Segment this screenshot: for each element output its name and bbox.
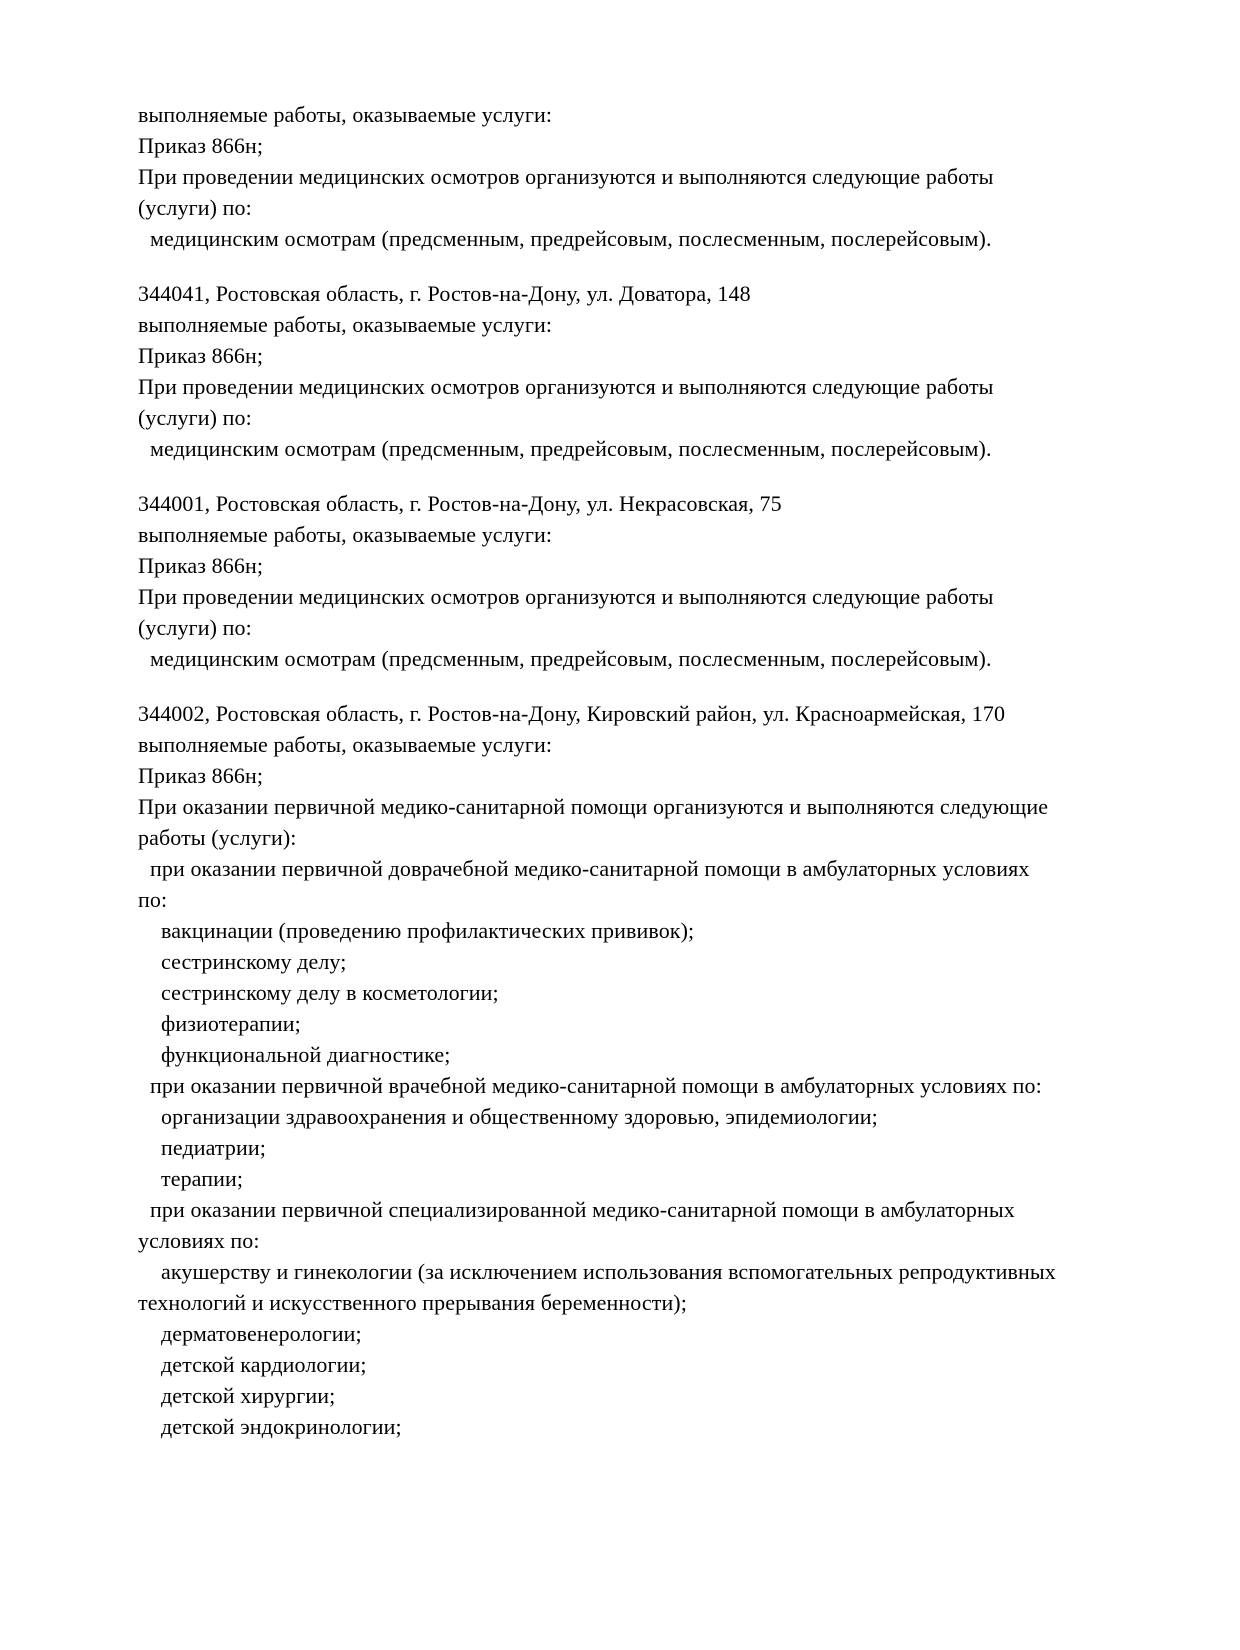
document-line: При оказании первичной медико-санитарной помощи организуются и выполняются следующие bbox=[138, 794, 1049, 819]
address-block-344001 bbox=[138, 488, 1120, 674]
document-line: условиях по: bbox=[138, 1228, 260, 1253]
document-line: Приказ 866н; bbox=[138, 343, 264, 368]
document-line: физиотерапии; bbox=[161, 1011, 301, 1036]
document-line: медицинским осмотрам (предсменным, предрейсовым, послесменным, послерейсовым). bbox=[150, 226, 992, 251]
document-line: организации здравоохранения и общественному здоровью, эпидемиологии; bbox=[161, 1104, 878, 1129]
document-line: Приказ 866н; bbox=[138, 553, 264, 578]
document-line: 344041, Ростовская область, г. Ростов-на-Дону, ул. Доватора, 148 bbox=[138, 281, 751, 306]
document-line: 344002, Ростовская область, г. Ростов-на-Дону, Кировский район, ул. Красноармейская, 170 bbox=[138, 701, 1006, 726]
document-line: терапии; bbox=[161, 1166, 244, 1191]
document-line: (услуги) по: bbox=[138, 405, 252, 430]
document-line: сестринскому делу в косметологии; bbox=[161, 980, 499, 1005]
address-block-344041 bbox=[138, 278, 1120, 464]
document-line: акушерству и гинекологии (за исключением использования вспомогательных репродуктивных bbox=[161, 1259, 1056, 1284]
document-line: Приказ 866н; bbox=[138, 133, 264, 158]
document-line: функциональной диагностике; bbox=[161, 1042, 451, 1067]
document-line: выполняемые работы, оказываемые услуги: bbox=[138, 732, 553, 757]
document-line: детской эндокринологии; bbox=[161, 1414, 402, 1439]
document-line: 344001, Ростовская область, г. Ростов-на-Дону, ул. Некрасовская, 75 bbox=[138, 491, 782, 516]
document-line: сестринскому делу; bbox=[161, 949, 347, 974]
document-line: детской хирургии; bbox=[161, 1383, 336, 1408]
document-line: при оказании первичной доврачебной медико-санитарной помощи в амбулаторных условиях bbox=[150, 856, 1030, 881]
document-line: выполняемые работы, оказываемые услуги: bbox=[138, 312, 553, 337]
document-line: педиатрии; bbox=[161, 1135, 266, 1160]
document-line: детской кардиологии; bbox=[161, 1352, 367, 1377]
document-line: (услуги) по: bbox=[138, 195, 252, 220]
document-line: вакцинации (проведению профилактических прививок); bbox=[161, 918, 695, 943]
services-block-continuation bbox=[138, 99, 1120, 254]
document-line: Приказ 866н; bbox=[138, 763, 264, 788]
document-line: технологий и искусственного прерывания беременности); bbox=[138, 1290, 687, 1315]
document-line: медицинским осмотрам (предсменным, предрейсовым, послесменным, послерейсовым). bbox=[150, 436, 992, 461]
document-line: При проведении медицинских осмотров организуются и выполняются следующие работы bbox=[138, 374, 994, 399]
address-block-344002 bbox=[138, 698, 1120, 1442]
document-line: выполняемые работы, оказываемые услуги: bbox=[138, 102, 553, 127]
document-line: (услуги) по: bbox=[138, 615, 252, 640]
document-line: медицинским осмотрам (предсменным, предрейсовым, послесменным, послерейсовым). bbox=[150, 646, 992, 671]
document-line: выполняемые работы, оказываемые услуги: bbox=[138, 522, 553, 547]
document-line: При проведении медицинских осмотров организуются и выполняются следующие работы bbox=[138, 164, 994, 189]
document-line: работы (услуги): bbox=[138, 825, 297, 850]
document-line: при оказании первичной специализированной медико-санитарной помощи в амбулаторных bbox=[150, 1197, 1015, 1222]
document-line: При проведении медицинских осмотров организуются и выполняются следующие работы bbox=[138, 584, 994, 609]
document-line: по: bbox=[138, 887, 168, 912]
document-text-body bbox=[138, 99, 1120, 1442]
document-line: при оказании первичной врачебной медико-санитарной помощи в амбулаторных условиях по: bbox=[150, 1073, 1042, 1098]
document-line: дерматовенерологии; bbox=[161, 1321, 362, 1346]
